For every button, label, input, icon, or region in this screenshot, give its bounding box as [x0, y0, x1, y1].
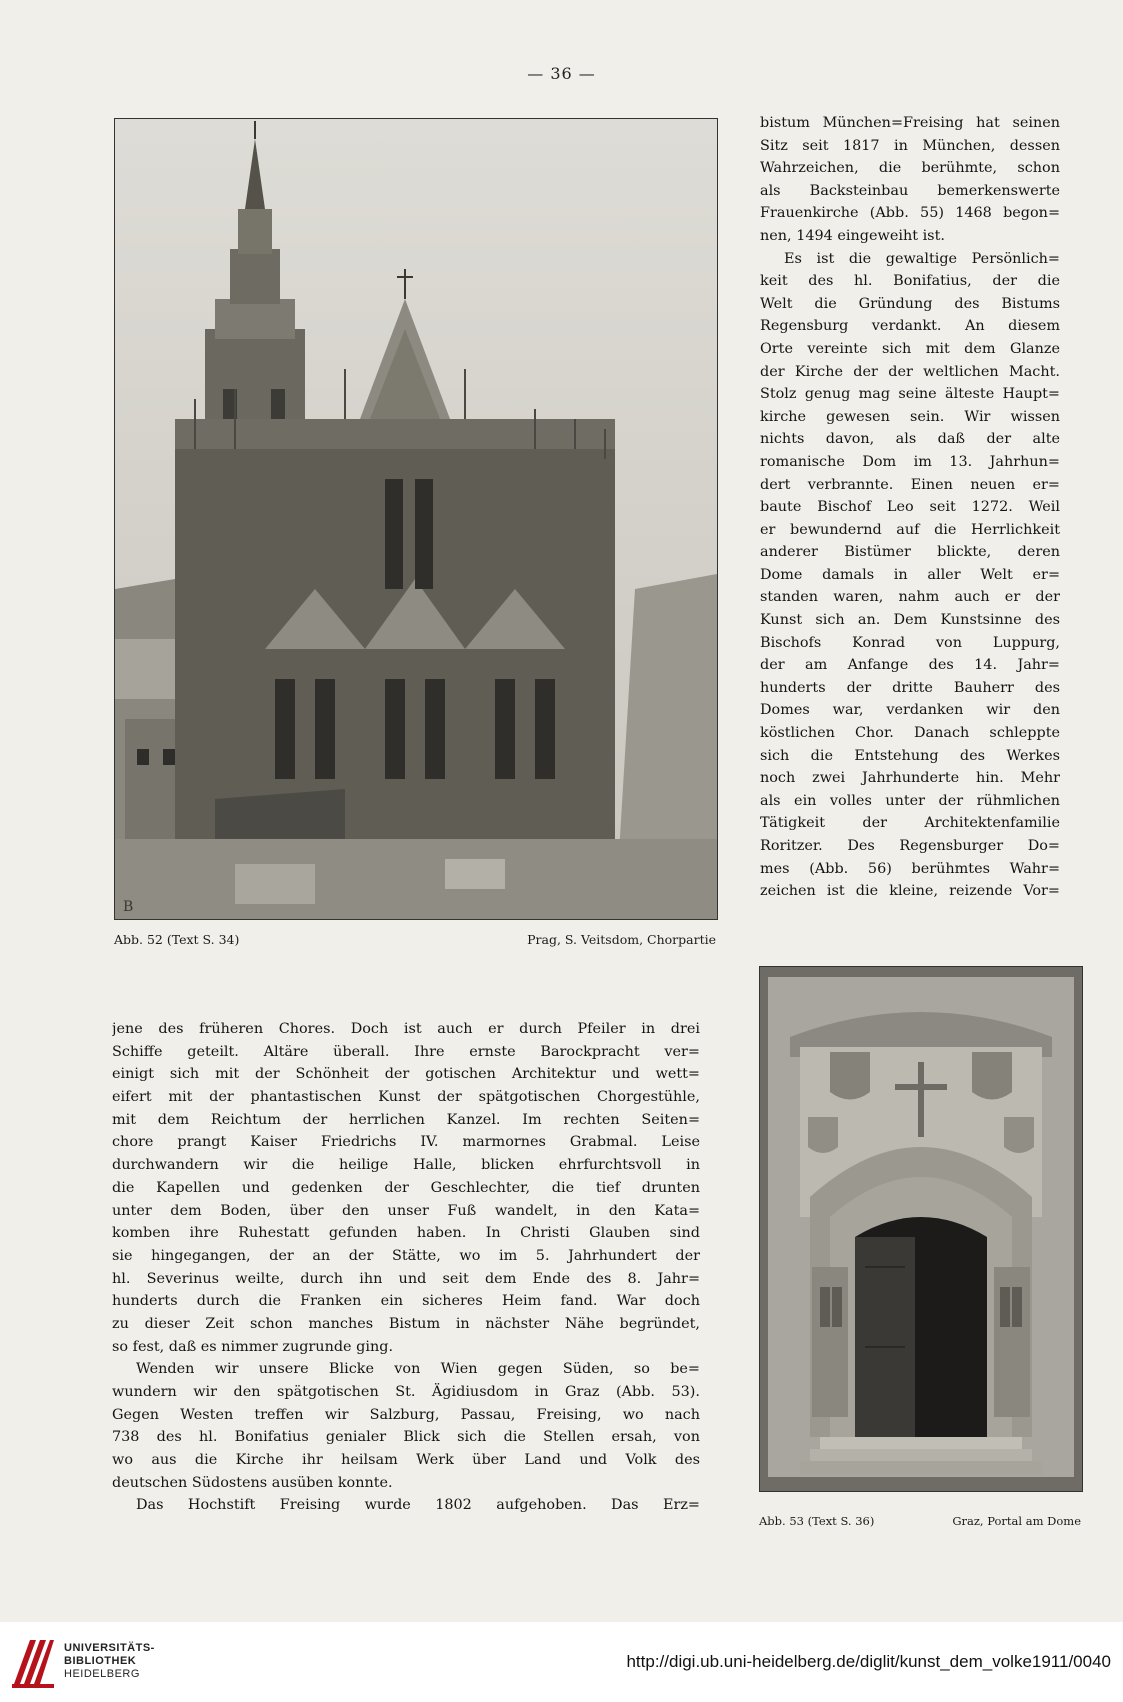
digitization-footer	[0, 1622, 1123, 1702]
text-line: noch zwei Jahrhunderte hin. Mehr	[760, 770, 1060, 787]
text-line: köstlichen Chor. Danach schleppte	[760, 725, 1060, 742]
text-line: chore prangt Kaiser Friedrichs IV. marmornes Grabmal. Leise	[112, 1134, 700, 1151]
university-library-logo-icon	[10, 1634, 58, 1692]
text-line: anderer Bistümer blickte, deren	[760, 544, 1060, 561]
text-line: hunderts der dritte Bauherr des	[760, 679, 1060, 696]
bottom-column-text	[112, 1018, 700, 1517]
figure-53-reference: Abb. 53 (Text S. 36)	[759, 1514, 875, 1528]
text-line: hl. Severinus weilte, durch ihn und seit dem Ende des 8. Jahr=	[112, 1270, 700, 1287]
library-name	[64, 1642, 155, 1681]
text-line: bistum München=Freising hat seinen	[760, 115, 1060, 131]
text-line: Roritzer. Des Regensburger Do=	[760, 838, 1060, 854]
text-line: Das Hochstift Freising wurde 1802 aufgehoben. Das Erz=	[136, 1497, 700, 1514]
text-line: Frauenkirche (Abb. 55) 1468 begon=	[760, 205, 1060, 222]
text-line: standen waren, nahm auch er der	[760, 589, 1060, 606]
text-line: Sitz seit 1817 in München, dessen	[760, 137, 1060, 154]
text-line: dert verbrannte. Einen neuen er=	[760, 476, 1060, 493]
figure-52-caption	[114, 932, 716, 947]
permalink-url[interactable]: http://digi.ub.uni-heidelberg.de/diglit/kunst_dem_volke1911/0040	[626, 1652, 1111, 1671]
text-line: hunderts durch die Franken ein sicheres Heim fand. War doch	[112, 1293, 700, 1310]
text-line: nichts davon, als daß der alte	[760, 431, 1060, 448]
text-line: Orte vereinte sich mit dem Glanze	[760, 340, 1060, 357]
text-line: 738 des hl. Bonifatius genialer Blick sich die Stellen ersah, von	[112, 1429, 700, 1446]
text-line: Dome damals in aller Welt er=	[760, 566, 1060, 583]
text-line: mit dem Reichtum der herrlichen Kanzel. Im rechten Seiten=	[112, 1111, 700, 1128]
text-line: keit des hl. Bonifatius, der die	[760, 273, 1060, 290]
text-line: Wenden wir unsere Blicke von Wien gegen Süden, so be=	[136, 1361, 700, 1378]
text-line: baute Bischof Leo seit 1272. Weil	[760, 499, 1060, 516]
text-line: Bischofs Konrad von Luppurg,	[760, 634, 1060, 651]
photographer-monogram: B	[123, 899, 134, 915]
text-line: als Backsteinbau bemerkenswerte	[760, 182, 1060, 199]
library-name-line: BIBLIOTHEK	[64, 1655, 137, 1667]
text-line: einigt sich mit der Schönheit der gotischen Architektur und wett=	[112, 1066, 700, 1083]
text-line: Es ist die gewaltige Persönlich=	[784, 250, 1060, 267]
text-line: so fest, daß es nimmer zugrunde ging.	[112, 1338, 394, 1355]
figure-52-title: Prag, S. Veitsdom, Chorpartie	[527, 932, 716, 947]
text-line: Domes war, verdanken wir den	[760, 702, 1060, 719]
figure-53-title: Graz, Portal am Dome	[952, 1514, 1081, 1528]
text-line: Regensburg verdankt. An diesem	[760, 318, 1060, 335]
figure-52-reference: Abb. 52 (Text S. 34)	[114, 932, 240, 947]
text-line: die Kapellen und gedenken der Geschlechter, die tief drunten	[112, 1179, 700, 1196]
text-line: unter dem Boden, über den unser Fuß wandelt, in den Kata=	[112, 1202, 700, 1219]
text-line: eifert mit der phantastischen Kunst der spätgotischen Chorgestühle,	[112, 1089, 700, 1106]
figure-prague-cathedral	[114, 118, 718, 920]
library-name-line: HEIDELBERG	[64, 1668, 140, 1680]
text-line: er bewundernd auf die Herrlichkeit	[760, 521, 1060, 538]
text-line: Kunst sich an. Dem Kunstsinne des	[760, 612, 1060, 629]
text-line: sich die Entstehung des Werkes	[760, 747, 1060, 764]
right-column-text	[760, 112, 1060, 903]
text-line: mes (Abb. 56) berühmtes Wahr=	[760, 860, 1060, 877]
figure-graz-portal	[759, 966, 1083, 1492]
text-line: Wahrzeichen, die berühmte, schon	[760, 160, 1060, 177]
text-line: Gegen Westen treffen wir Salzburg, Passau, Freising, wo nach	[112, 1406, 700, 1423]
text-line: zu dieser Zeit schon manches Bistum in nächster Nähe begründet,	[112, 1315, 700, 1332]
portal-photo	[760, 967, 1082, 1491]
text-line: Schiffe geteilt. Altäre überall. Ihre ernste Barockpracht ver=	[112, 1043, 700, 1060]
text-line: Tätigkeit der Architektenfamilie	[760, 815, 1060, 832]
page-number: — 36 —	[527, 64, 596, 83]
text-line: als ein volles unter der rühmlichen	[760, 792, 1060, 809]
text-line: kirche gewesen sein. Wir wissen	[760, 408, 1060, 425]
text-line: wo aus die Kirche ihr heilsam Werk über Land und Volk des	[112, 1452, 700, 1469]
text-line: Stolz genug mag seine älteste Haupt=	[760, 386, 1060, 403]
text-line: wundern wir den spätgotischen St. Ägidiusdom in Graz (Abb. 53).	[112, 1384, 700, 1400]
library-name-line: UNIVERSITÄTS-	[64, 1642, 155, 1654]
text-line: zeichen ist die kleine, reizende Vor=	[760, 883, 1060, 900]
cathedral-photo	[115, 119, 717, 919]
text-line: durchwandern wir die heilige Halle, blicken ehrfurchtsvoll in	[112, 1157, 700, 1174]
text-line: sie hingegangen, der an der Stätte, wo im 5. Jahrhundert der	[112, 1247, 700, 1264]
text-line: deutschen Südostens ausüben konnte.	[112, 1474, 393, 1491]
text-line: jene des früheren Chores. Doch ist auch er durch Pfeiler in drei	[112, 1021, 700, 1037]
text-line: der Kirche der der weltlichen Macht.	[760, 363, 1060, 380]
text-line: der am Anfange des 14. Jahr=	[760, 657, 1060, 674]
figure-53-caption	[759, 1514, 1081, 1528]
text-line: romanische Dom im 13. Jahrhun=	[760, 453, 1060, 470]
text-line: Welt die Gründung des Bistums	[760, 295, 1060, 312]
text-line: nen, 1494 eingeweiht ist.	[760, 227, 945, 244]
text-line: komben ihre Ruhestatt gefunden haben. In Christi Glauben sind	[112, 1225, 700, 1242]
